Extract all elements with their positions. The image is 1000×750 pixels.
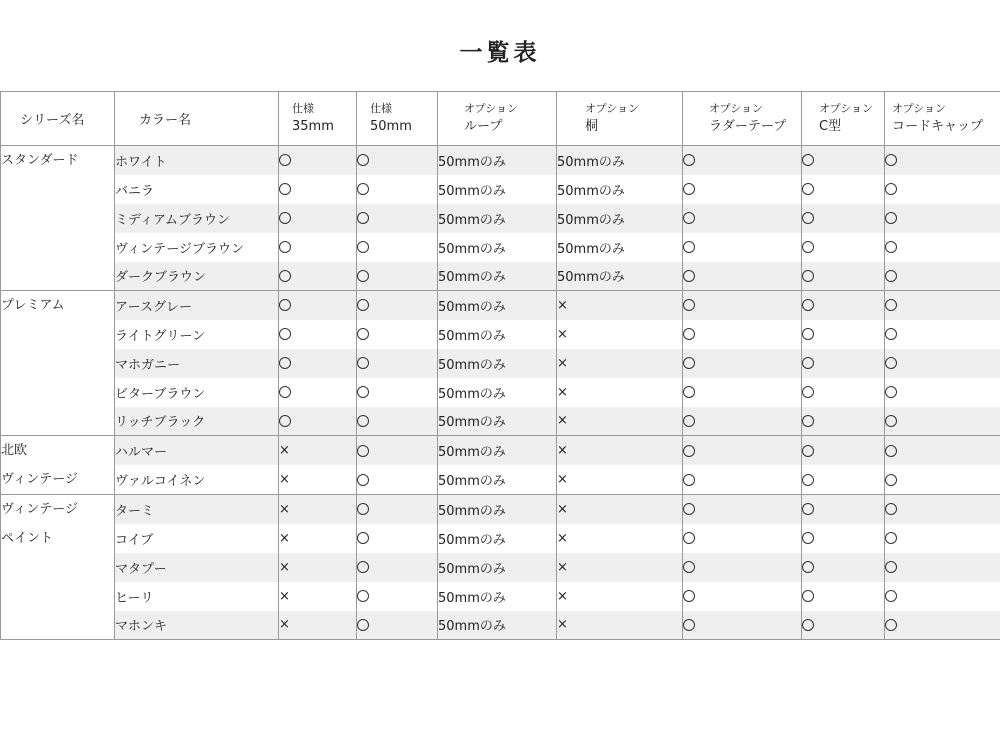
available-circle-icon [885,357,897,369]
loop-value: 50mmのみ [438,357,506,373]
loop-cell [438,495,557,524]
unavailable-cross-mark: × [557,297,568,313]
kiri-cell [557,320,683,349]
ctype-cell [802,465,885,495]
table-row [1,524,1000,553]
kiri-value: 50mmのみ [557,270,625,286]
ladder-cell [683,146,802,175]
ladder-cell [683,233,802,262]
loop-value: 50mmのみ [438,561,506,577]
loop-cell [438,349,557,378]
ctype-cell [802,495,885,524]
cap-cell [885,291,1000,320]
loop-value: 50mmのみ [438,154,506,170]
available-circle-icon [885,154,897,166]
loop-value: 50mmのみ [438,328,506,344]
ladder-cell [683,291,802,320]
series-name-cell [1,291,115,436]
kiri-cell [557,495,683,524]
unavailable-cross-mark: × [557,530,568,546]
kiri-value: 50mmのみ [557,241,625,257]
loop-cell [438,436,557,466]
ctype-cell [802,233,885,262]
available-circle-icon [683,619,695,631]
color-name-cell: バニラ [115,175,279,204]
color-name-cell: ビターブラウン [115,378,279,407]
available-circle-icon [802,386,814,398]
kiri-cell [557,553,683,582]
m50-cell [357,582,438,611]
m50-cell [357,175,438,204]
unavailable-cross-mark: × [557,443,568,458]
loop-cell [438,320,557,349]
ladder-cell [683,465,802,495]
m50-cell [357,407,438,436]
m50-cell [357,495,438,524]
series-name-cell [1,436,115,495]
available-circle-icon [802,474,814,486]
color-name-cell: マホンキ [115,611,279,640]
ladder-cell [683,582,802,611]
cap-cell [885,204,1000,233]
ctype-cell [802,349,885,378]
ladder-cell [683,320,802,349]
loop-cell [438,378,557,407]
available-circle-icon [802,561,814,573]
header-50mm: 仕様 50mm [357,92,438,146]
kiri-cell [557,378,683,407]
unavailable-cross-mark: × [279,588,290,604]
color-name-cell: ヴァルコイネン [115,465,279,495]
available-circle-icon [279,386,291,398]
loop-value: 50mmのみ [438,503,506,519]
cap-cell [885,175,1000,204]
available-circle-icon [802,154,814,166]
series-name-cell [1,495,115,640]
available-circle-icon [885,561,897,573]
unavailable-cross-mark: × [557,384,568,400]
color-name-cell: アースグレー [115,291,279,320]
unavailable-cross-mark: × [557,559,568,575]
available-circle-icon [683,590,695,602]
unavailable-cross-mark: × [557,326,568,342]
available-circle-icon [357,503,369,515]
color-name-cell: リッチブラック [115,407,279,436]
available-circle-icon [683,212,695,224]
m35-cell [279,611,357,640]
available-circle-icon [885,474,897,486]
ctype-cell [802,524,885,553]
table-row [1,146,1000,175]
unavailable-cross-mark: × [279,472,290,487]
m35-cell [279,436,357,466]
m50-cell [357,465,438,495]
table-row [1,233,1000,262]
available-circle-icon [802,183,814,195]
m35-cell [279,204,357,233]
available-circle-icon [357,474,369,486]
available-circle-icon [357,532,369,544]
kiri-value: 50mmのみ [557,183,625,199]
available-circle-icon [357,561,369,573]
available-circle-icon [885,212,897,224]
available-circle-icon [357,270,369,282]
kiri-cell [557,407,683,436]
available-circle-icon [357,357,369,369]
header-option-kiri: オプション 桐 [557,92,683,146]
cap-cell [885,349,1000,378]
header-row [1,92,1000,146]
unavailable-cross-mark: × [279,530,290,546]
available-circle-icon [279,183,291,195]
available-circle-icon [279,415,291,427]
color-name-cell: コイブ [115,524,279,553]
available-circle-icon [885,328,897,340]
available-circle-icon [802,270,814,282]
loop-value: 50mmのみ [438,212,506,228]
color-name-cell: ハルマー [115,436,279,466]
available-circle-icon [683,241,695,253]
loop-cell [438,262,557,291]
available-circle-icon [802,503,814,515]
available-circle-icon [683,386,695,398]
table-row [1,407,1000,436]
m50-cell [357,524,438,553]
table-row [1,204,1000,233]
kiri-cell [557,349,683,378]
table-row [1,349,1000,378]
unavailable-cross-mark: × [557,617,568,633]
available-circle-icon [885,590,897,602]
color-name-cell: ターミ [115,495,279,524]
cap-cell [885,262,1000,291]
m35-cell [279,291,357,320]
kiri-value: 50mmのみ [557,154,625,170]
m50-cell [357,204,438,233]
loop-cell [438,611,557,640]
available-circle-icon [683,503,695,515]
ladder-cell [683,204,802,233]
m50-cell [357,233,438,262]
available-circle-icon [885,532,897,544]
loop-value: 50mmのみ [438,270,506,286]
kiri-cell [557,291,683,320]
loop-value: 50mmのみ [438,590,506,606]
header-option-cap: オプション コードキャップ [885,92,1000,146]
ladder-cell [683,175,802,204]
header-option-ladder: オプション ラダーテープ [683,92,802,146]
available-circle-icon [357,212,369,224]
series-name-cell [1,146,115,291]
color-name-cell: マタプー [115,553,279,582]
available-circle-icon [802,619,814,631]
ctype-cell [802,320,885,349]
available-circle-icon [357,445,369,457]
m35-cell [279,378,357,407]
m50-cell [357,291,438,320]
kiri-cell [557,262,683,291]
m35-cell [279,349,357,378]
available-circle-icon [885,619,897,631]
ladder-cell [683,407,802,436]
loop-value: 50mmのみ [438,532,506,548]
available-circle-icon [683,299,695,311]
cap-cell [885,320,1000,349]
loop-value: 50mmのみ [438,445,506,460]
ladder-cell [683,611,802,640]
ctype-cell [802,204,885,233]
available-circle-icon [683,561,695,573]
available-circle-icon [357,241,369,253]
ctype-cell [802,611,885,640]
color-name-cell: ミディアムブラウン [115,204,279,233]
available-circle-icon [802,299,814,311]
loop-value: 50mmのみ [438,183,506,199]
ctype-cell [802,436,885,466]
loop-value: 50mmのみ [438,299,506,315]
color-name-cell: ヴィンテージブラウン [115,233,279,262]
kiri-cell [557,465,683,495]
available-circle-icon [885,183,897,195]
table-row [1,262,1000,291]
available-circle-icon [885,415,897,427]
available-circle-icon [357,590,369,602]
available-circle-icon [885,270,897,282]
series-name-line: ヴィンテージ [1,472,78,487]
available-circle-icon [357,619,369,631]
cap-cell [885,611,1000,640]
available-circle-icon [683,328,695,340]
available-circle-icon [802,532,814,544]
available-circle-icon [357,154,369,166]
available-circle-icon [885,386,897,398]
cap-cell [885,233,1000,262]
cap-cell [885,553,1000,582]
unavailable-cross-mark: × [557,501,568,517]
table-row [1,320,1000,349]
ladder-cell [683,349,802,378]
unavailable-cross-mark: × [279,559,290,575]
available-circle-icon [885,445,897,457]
table-row [1,582,1000,611]
ctype-cell [802,262,885,291]
cap-cell [885,524,1000,553]
available-circle-icon [683,532,695,544]
kiri-cell [557,204,683,233]
table-row [1,378,1000,407]
available-circle-icon [357,415,369,427]
unavailable-cross-mark: × [279,617,290,633]
loop-cell [438,465,557,495]
header-series: シリーズ名 [1,92,115,146]
m35-cell [279,553,357,582]
m50-cell [357,349,438,378]
available-circle-icon [885,299,897,311]
available-circle-icon [683,415,695,427]
m35-cell [279,175,357,204]
ctype-cell [802,553,885,582]
unavailable-cross-mark: × [279,501,290,517]
m50-cell [357,146,438,175]
available-circle-icon [683,183,695,195]
series-name-line: ペイント [1,531,54,546]
available-circle-icon [357,328,369,340]
cap-cell [885,378,1000,407]
available-circle-icon [279,328,291,340]
kiri-cell [557,233,683,262]
loop-value: 50mmのみ [438,474,506,489]
unavailable-cross-mark: × [557,355,568,371]
loop-cell [438,582,557,611]
cap-cell [885,146,1000,175]
cap-cell [885,465,1000,495]
m35-cell [279,320,357,349]
ctype-cell [802,378,885,407]
ladder-cell [683,436,802,466]
unavailable-cross-mark: × [557,472,568,487]
m35-cell [279,407,357,436]
available-circle-icon [683,270,695,282]
ctype-cell [802,582,885,611]
cap-cell [885,495,1000,524]
spec-table [0,91,1000,640]
kiri-cell [557,524,683,553]
m50-cell [357,320,438,349]
header-35mm: 仕様 35mm [279,92,357,146]
available-circle-icon [802,212,814,224]
ladder-cell [683,262,802,291]
m35-cell [279,465,357,495]
ctype-cell [802,146,885,175]
m50-cell [357,262,438,291]
available-circle-icon [683,445,695,457]
available-circle-icon [357,299,369,311]
ladder-cell [683,524,802,553]
available-circle-icon [357,386,369,398]
loop-value: 50mmのみ [438,619,506,635]
table-row [1,553,1000,582]
cap-cell [885,582,1000,611]
m50-cell [357,553,438,582]
table-row [1,465,1000,495]
kiri-cell [557,582,683,611]
kiri-value: 50mmのみ [557,212,625,228]
available-circle-icon [279,357,291,369]
color-name-cell: ライトグリーン [115,320,279,349]
cap-cell [885,407,1000,436]
header-option-ctype: オプション C型 [802,92,885,146]
page-title: 一覧表 [459,40,541,66]
ladder-cell [683,553,802,582]
available-circle-icon [802,241,814,253]
unavailable-cross-mark: × [557,413,568,429]
cap-cell [885,436,1000,466]
unavailable-cross-mark: × [557,588,568,604]
kiri-cell [557,175,683,204]
loop-cell [438,204,557,233]
color-name-cell: ダークブラウン [115,262,279,291]
color-name-cell: マホガニー [115,349,279,378]
loop-cell [438,291,557,320]
available-circle-icon [279,212,291,224]
m35-cell [279,262,357,291]
ladder-cell [683,378,802,407]
available-circle-icon [357,183,369,195]
loop-cell [438,233,557,262]
kiri-cell [557,611,683,640]
m35-cell [279,233,357,262]
available-circle-icon [279,154,291,166]
loop-cell [438,524,557,553]
loop-cell [438,407,557,436]
kiri-cell [557,146,683,175]
available-circle-icon [885,503,897,515]
available-circle-icon [885,241,897,253]
m50-cell [357,611,438,640]
available-circle-icon [279,270,291,282]
loop-value: 50mmのみ [438,415,506,431]
series-name-line: 北欧 [1,443,28,458]
kiri-cell [557,436,683,466]
table-row [1,175,1000,204]
table-row [1,495,1000,524]
ladder-cell [683,495,802,524]
loop-value: 50mmのみ [438,386,506,402]
available-circle-icon [279,241,291,253]
loop-cell [438,553,557,582]
m35-cell [279,524,357,553]
series-name-line: ヴィンテージ [1,502,78,517]
available-circle-icon [683,474,695,486]
available-circle-icon [802,357,814,369]
header-color: カラー名 [115,92,279,146]
table-row [1,291,1000,320]
series-name-line: スタンダード [1,153,79,168]
ctype-cell [802,407,885,436]
header-option-loop: オプション ループ [438,92,557,146]
ctype-cell [802,291,885,320]
available-circle-icon [802,445,814,457]
available-circle-icon [802,590,814,602]
available-circle-icon [683,154,695,166]
table-row [1,611,1000,640]
ctype-cell [802,175,885,204]
color-name-cell: ホワイト [115,146,279,175]
available-circle-icon [802,328,814,340]
loop-cell [438,175,557,204]
series-name-line: プレミアム [1,298,65,313]
unavailable-cross-mark: × [279,443,290,458]
m35-cell [279,146,357,175]
m35-cell [279,582,357,611]
available-circle-icon [279,299,291,311]
color-name-cell: ヒーリ [115,582,279,611]
available-circle-icon [802,415,814,427]
m50-cell [357,436,438,466]
loop-value: 50mmのみ [438,241,506,257]
loop-cell [438,146,557,175]
table-body [1,146,1000,640]
m50-cell [357,378,438,407]
available-circle-icon [683,357,695,369]
m35-cell [279,495,357,524]
table-row [1,436,1000,466]
